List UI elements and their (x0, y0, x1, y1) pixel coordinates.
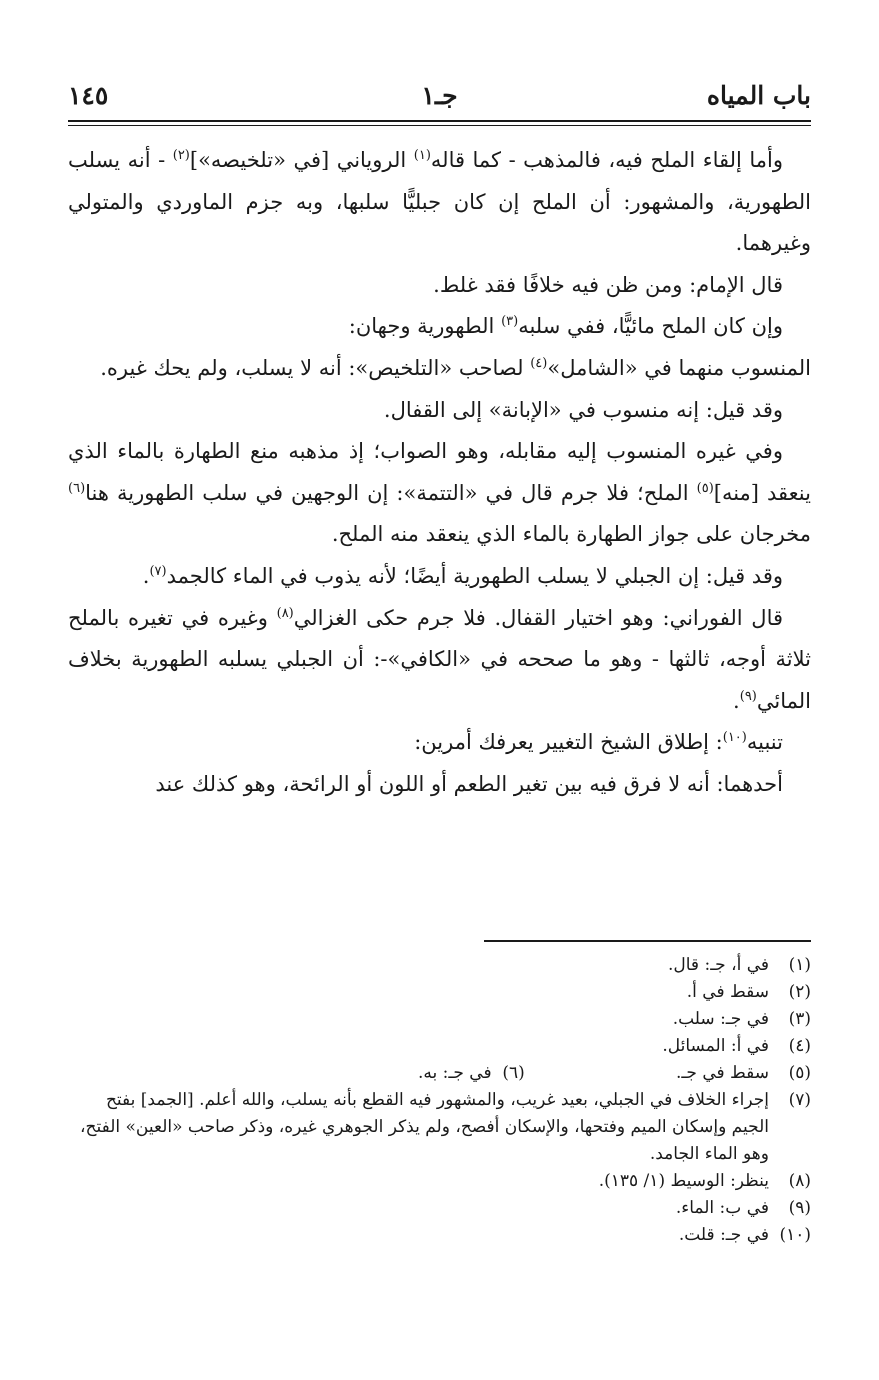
footnote (68, 979, 811, 1006)
footnote-number: (٩) (788, 1198, 811, 1218)
paragraph: قال الفوراني: وهو اختيار القفال. فلا جرم حكى الغزالي$^{(٨)}$ وغيره في تغيره بالملح ثلاثة أوجه، ثالثها - وهو ما صححه في «الكافي»-: أن الجبلي يسلبه الطهورية بخلاف المائي$^{(٩)}$. (68, 605, 811, 713)
running-header (68, 76, 811, 116)
footnote-ref[interactable]: (٤) (530, 355, 548, 371)
footnote-text: في جـ: قلت. (678, 1225, 769, 1245)
volume-label: جـ١ (421, 81, 458, 110)
footnote-ref[interactable]: (١) (413, 148, 431, 163)
chapter-title: باب المياه (706, 81, 811, 110)
footnote-number: (٧) (788, 1090, 811, 1110)
paragraph: وأما إلقاء الملح فيه، فالمذهب - كما قاله$^{(١)}$ الروياني [في «تلخيصه»]$^{(٢)}$ - أنه يسلب الطهورية، والمشهور: أن الملح إن كان جبليًّا سلبها، وبه جزم الماوردي والمتولي وغيرهما. (68, 148, 811, 256)
footnote (68, 1033, 811, 1060)
footnote-ref[interactable]: (٧) (149, 563, 167, 579)
footnote-separator (484, 940, 811, 942)
footnote-text: في جـ: سلب. (672, 1009, 769, 1029)
footnote-text: في أ: المسائل. (662, 1036, 769, 1056)
paragraph: قال الإمام: ومن ظن فيه خلافًا فقد غلط. (433, 272, 783, 297)
footnote-number: (٦) (502, 1063, 525, 1083)
footnote (68, 952, 811, 979)
footnote-ref[interactable]: (٣) (501, 314, 519, 330)
footnote-text: ينظر: الوسيط (١/ ١٣٥). (598, 1171, 769, 1191)
footnote (68, 1006, 811, 1033)
footnote-number: (٣) (788, 1009, 811, 1029)
paragraph: وإن كان الملح مائيًّا، ففي سلبه$^{(٣)}$ الطهورية وجهان: (348, 314, 783, 339)
footnote-text: سقط في جـ. (676, 1063, 769, 1083)
footnote-text: في أ، جـ: قال. (668, 955, 769, 975)
footnote-ref[interactable]: (١٠) (722, 730, 747, 746)
header-rule-thin (68, 125, 811, 126)
main-text (68, 140, 811, 806)
page-number: ١٤٥ (68, 81, 109, 110)
footnote (68, 1195, 811, 1222)
footnote-ref[interactable]: (٢) (172, 148, 190, 163)
footnote (68, 1222, 811, 1249)
footnote (68, 1168, 811, 1195)
paragraph: وقد قيل: إن الجبلي لا يسلب الطهورية أيضًا؛ لأنه يذوب في الماء كالجمد$^{(٧)}$. (142, 563, 783, 588)
paragraph: وفي غيره المنسوب إليه مقابله، وهو الصواب؛ إذ مذهبه منع الطهارة بالماء الذي ينعقد [منه]$^{(٥)}$ الملح؛ فلا جرم قال في «التتمة»: إن الوجهين في سلب الطهورية هنا$^{(٦)}$ مخرجان على جواز الطهارة بالماء الذي ينعقد منه الملح. (68, 439, 811, 547)
footnote-number: (٢) (788, 982, 811, 1002)
footnote-text: في ب: الماء. (675, 1198, 769, 1218)
footnote-inline (418, 1060, 525, 1087)
footnote-text: سقط في أ. (686, 982, 769, 1002)
paragraph: وقد قيل: إنه منسوب في «الإبانة» إلى القفال. (383, 397, 783, 422)
paragraph: تنبيه$^{(١٠)}$: إطلاق الشيخ التغيير يعرفك أمرين: (414, 730, 783, 755)
footnote-number: (١٠) (779, 1225, 811, 1245)
footnote-text: إجراء الخلاف في الجبلي، بعيد غريب، والمشهور فيه القطع بأنه يسلب، والله أعلم. [الجمد] بفتح الجيم وإسكان الميم وفتحها، والإسكان أفصح، ولم يذكر الجوهري غيره، وذكر صاحب «العين» الفتح، وهو الماء الجامد. (80, 1090, 769, 1164)
footnote-number: (١) (788, 955, 811, 975)
footnote-ref[interactable]: (٥) (696, 480, 714, 496)
footnote (68, 1060, 811, 1087)
paragraph: المنسوب منهما في «الشامل»$^{(٤)}$ لصاحب «التلخيص»: أنه لا يسلب، ولم يحك غيره. (100, 355, 811, 380)
footnote-ref[interactable]: (٨) (276, 605, 294, 621)
footnote (68, 1087, 811, 1168)
footnote-ref[interactable]: (٩) (739, 688, 757, 704)
footnote-text: في جـ: به. (418, 1063, 492, 1083)
footnote-number: (٨) (788, 1171, 811, 1191)
footnote-number: (٤) (788, 1036, 811, 1056)
footnote-number: (٥) (788, 1063, 811, 1083)
paragraph: أحدهما: أنه لا فرق فيه بين تغير الطعم أو اللون أو الرائحة، وهو كذلك عند (155, 771, 783, 796)
footnotes (68, 952, 811, 1249)
header-rule-thick (68, 120, 811, 122)
footnote-ref[interactable]: (٦) (68, 480, 86, 496)
